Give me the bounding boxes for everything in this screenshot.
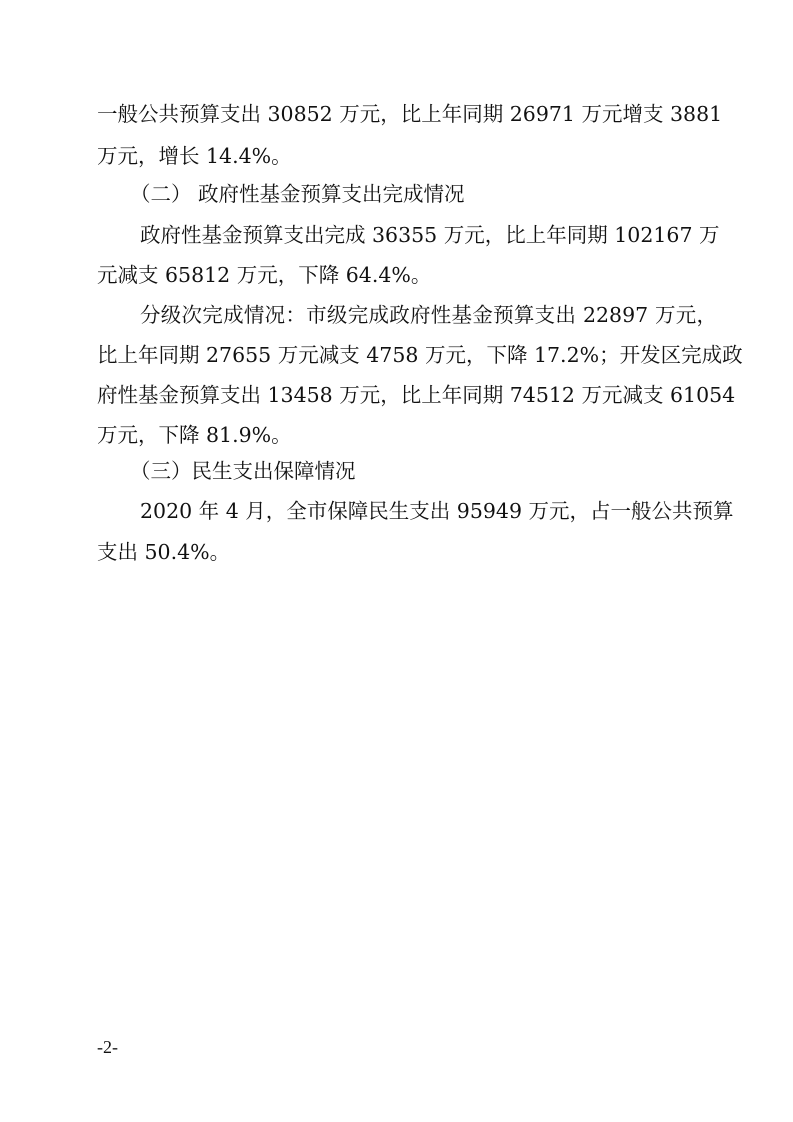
paragraph-line: 府性基金预算支出 13458 万元，比上年同期 74512 万元减支 61054	[97, 383, 736, 407]
paragraph-line: 一般公共预算支出 30852 万元，比上年同期 26971 万元增支 3881	[97, 102, 723, 126]
paragraph-line: 支出 50.4%。	[97, 540, 231, 564]
paragraph-line: 万元，增长 14.4%。	[97, 144, 292, 168]
page-number: -2-	[97, 1037, 118, 1057]
paragraph-line: 比上年同期 27655 万元减支 4758 万元，下降 17.2%；开发区完成政	[97, 343, 743, 367]
paragraph-line: 分级次完成情况：市级完成政府性基金预算支出 22897 万元，	[140, 303, 717, 327]
paragraph-line: 元减支 65812 万元，下降 64.4%。	[97, 263, 432, 287]
section-heading: （二） 政府性基金预算支出完成情况	[130, 182, 465, 206]
paragraph-line: 政府性基金预算支出完成 36355 万元，比上年同期 102167 万	[140, 223, 720, 247]
paragraph-line: 2020 年 4 月，全市保障民生支出 95949 万元，占一般公共预算	[140, 499, 734, 523]
paragraph-line: 万元，下降 81.9%。	[97, 423, 292, 447]
section-heading: （三）民生支出保障情况	[130, 459, 356, 483]
